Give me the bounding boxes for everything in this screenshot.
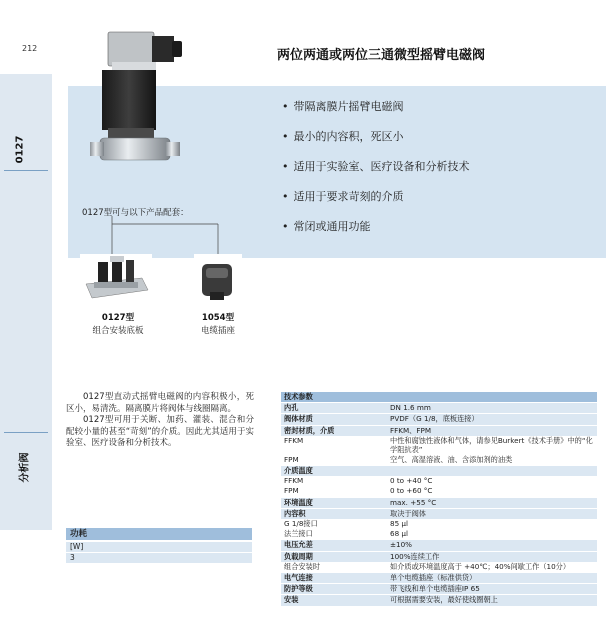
table-row	[281, 403, 597, 414]
accessory-desc: 组合安装底板	[92, 326, 144, 336]
mounting-base-image	[80, 254, 152, 304]
table-header-row	[281, 392, 597, 403]
spec-value: 中性和腐蚀性液体和气体，请参见Burkert《技术手册》中的“化学阻抗表”	[387, 436, 597, 455]
spec-key: 法兰接口	[281, 529, 387, 540]
power-value: 3	[66, 552, 252, 563]
spec-value: FFKM、FPM	[387, 425, 597, 436]
feature-item: • 适用于实验室、医疗设备和分析技术	[282, 160, 470, 190]
spec-key: 内容积	[281, 508, 387, 519]
spec-value: 可根据需要安装，最好使线圈朝上	[387, 595, 597, 606]
table-row	[281, 414, 597, 425]
solenoid-valve-image	[86, 24, 196, 204]
spec-key: 安装	[281, 595, 387, 606]
spec-value: 0 to +40 °C	[387, 476, 597, 486]
table-row	[281, 595, 597, 606]
table-row	[281, 562, 597, 573]
table-row	[281, 584, 597, 595]
spec-key: 防护等级	[281, 584, 387, 595]
side-tab-category-label: 分析阀	[19, 452, 31, 483]
spec-key: 电气连接	[281, 573, 387, 584]
spec-key: 内孔	[281, 403, 387, 414]
spec-value: 85 μl	[387, 519, 597, 529]
spec-value: 如介质或环境温度高于 +40℃；40%间歇工作（10分）	[387, 562, 597, 573]
feature-item: • 适用于要求苛刻的介质	[282, 190, 470, 220]
feature-item: • 最小的内容积，死区小	[282, 130, 470, 160]
table-row	[281, 455, 597, 466]
description-text	[66, 392, 254, 450]
table-row	[281, 519, 597, 529]
spec-key: G 1/8接口	[281, 519, 387, 529]
spec-key: FPM	[281, 455, 387, 466]
power-title: 功耗	[66, 528, 252, 540]
table-row	[281, 486, 597, 497]
spec-value: 68 μl	[387, 529, 597, 540]
spec-value: DN 1.6 mm	[387, 403, 597, 414]
table-row	[281, 540, 597, 551]
side-tab-model	[0, 74, 52, 224]
side-tab-divider	[4, 432, 48, 433]
side-tab-category	[0, 224, 52, 530]
accessory-item	[82, 312, 154, 338]
table-row	[281, 436, 597, 455]
accessory-connector-lines	[100, 216, 240, 256]
spec-value: PVDF（G 1/8，底板连接）	[387, 414, 597, 425]
spec-value: 带飞线和单个电缆插座IP 65	[387, 584, 597, 595]
tech-spec-table	[281, 392, 597, 606]
spec-value: 单个电缆插座（标准供货）	[387, 573, 597, 584]
spec-value: 100%连续工作	[387, 551, 597, 562]
table-row	[281, 466, 597, 477]
side-tab-divider	[4, 170, 48, 171]
power-unit: [W]	[66, 541, 252, 552]
spec-key: 密封材质，介质	[281, 425, 387, 436]
description-paragraph: 0127型直动式摇臂电磁阀的内容积极小，死区小，易清洗。隔离膜片将阀体与线圈隔离。	[66, 392, 254, 414]
table-row	[281, 425, 597, 436]
spec-value: 空气、高湿溶液、油、含添加剂的油类	[387, 455, 597, 466]
spec-value: 0 to +60 °C	[387, 486, 597, 497]
table-row	[281, 497, 597, 508]
accessory-type: 1054型	[201, 313, 235, 323]
table-row	[281, 529, 597, 540]
side-tab-model-label: 0127	[14, 135, 26, 164]
tech-spec-title: 技术参数	[281, 392, 597, 403]
table-row	[281, 573, 597, 584]
spec-key: 阀体材质	[281, 414, 387, 425]
accessory-type: 0127型	[101, 313, 135, 323]
page-title: 两位两通或两位三通微型摇臂电磁阀	[277, 48, 486, 63]
accessory-note: 0127型可与以下产品配套：	[82, 208, 189, 218]
cable-plug-image	[194, 254, 242, 304]
spec-value: ±10%	[387, 540, 597, 551]
table-row	[281, 551, 597, 562]
table-row	[281, 508, 597, 519]
spec-key: 负载周期	[281, 551, 387, 562]
feature-list	[282, 100, 470, 250]
table-row	[281, 476, 597, 486]
spec-key: 介质温度	[281, 466, 387, 477]
spec-key: 电压允差	[281, 540, 387, 551]
spec-key: FFKM	[281, 436, 387, 455]
spec-key: FPM	[281, 486, 387, 497]
feature-item: • 常闭或通用功能	[282, 220, 470, 250]
description-paragraph: 0127型可用于关断、加药、灌装、混合和分配较小量的甚至“苛刻”的介质。因此尤其适用于实验室、医疗设备和分析技术。	[66, 415, 254, 448]
spec-value	[387, 466, 597, 477]
spec-key: 环境温度	[281, 497, 387, 508]
feature-item: • 带隔离膜片摇臂电磁阀	[282, 100, 470, 130]
accessory-item	[186, 312, 250, 338]
spec-key: FFKM	[281, 476, 387, 486]
spec-key: 组合安装时	[281, 562, 387, 573]
spec-value: 取决于阀体	[387, 508, 597, 519]
accessory-desc: 电缆插座	[200, 326, 235, 336]
page-number: 212	[22, 44, 38, 53]
spec-value: max. +55 °C	[387, 497, 597, 508]
